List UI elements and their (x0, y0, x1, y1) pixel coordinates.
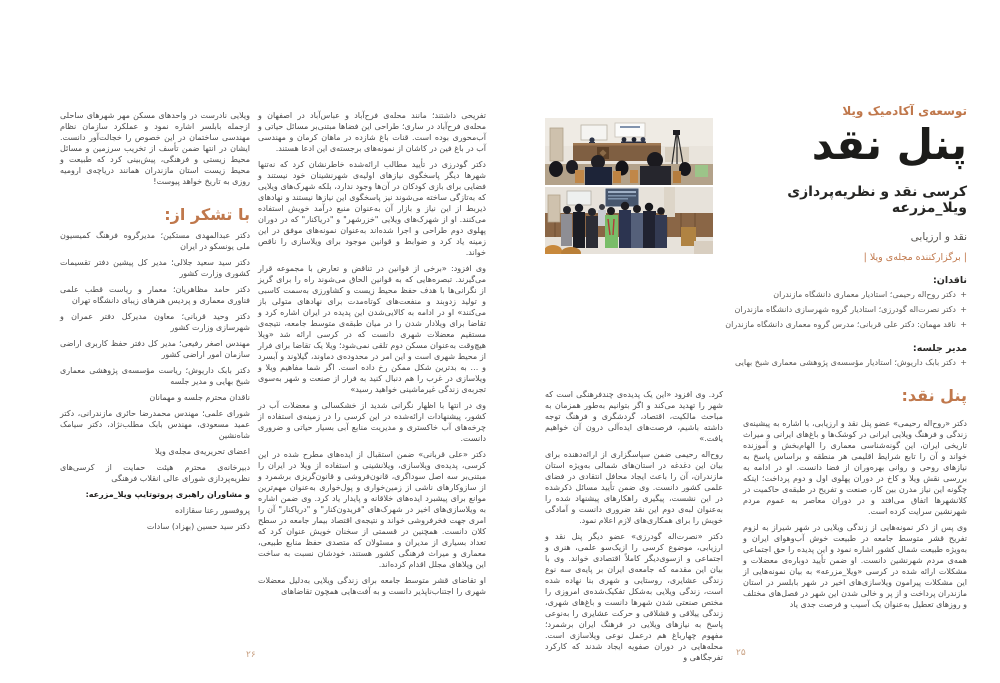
left-page-column-right (258, 110, 486, 602)
article-header (722, 104, 967, 369)
body-paragraph: دکتر «علی قربانی» ضمن استقبال از ایده‌های مطرح شده در این کرسی، پدیده‌ی ویلاسازی، ویلانشینی و استفاده از ویلا در ایران را مبتنی‌بر سه اصل سوداگری، قانون‌فروشی و قانون‌گریزی برشمرد و از سازوکارهای ناشی از زمین‌خواری و پول‌خواری به‌عنوان مهم‌ترین موانع برای پیشبرد ایده‌های خلاقانه و پایدار یاد کرد. وی ضمن اشاره به ویلاسازی‌های اخیر در شهرک‌های "فریدون‌کنار" و "دریاکنار" آن را امری جهت فخرفروشی خواند و نتیجه‌ی اقتصاد بیمار جامعه در سطح کلان دانست. همچنین در قسمتی از سخنان خویش عنوان کرد که تعداد بسیاری از مدیران و مسئولان که متصدی حفظ منابع طبیعی، معماری و میراث فرهنگی کشور هستند، خودشان نسبت به ساخت این ویلاهای مجلل اقدام کرده‌اند. (258, 450, 486, 569)
right-page-column-left (545, 389, 723, 668)
page-number-right: ۲۵ (736, 648, 746, 658)
body-paragraph: کرد. وی افزود «این یک پدیده‌ی چندفرهنگی است که شهر را تهدید می‌کند و اگر بتوانیم به‌طور همزمان به مباحث مالکیت، اقتصاد، گردشگری و فرهنگ توجه داشته باشیم، فرصت‌های ایده‌آلی درون آن خواهیم یافت.» (545, 390, 723, 443)
right-page-column-right (743, 418, 967, 615)
body-paragraph: او تقاضای قشر متوسط جامعه برای زندگی ویلایی به‌دلیل معضلات شهری را اجتناب‌ناپذیر دانست و به آفت‌هایی همچون تقاضاهای (258, 576, 486, 596)
body-paragraph: روح‌اله رحیمی ضمن سپاسگزاری از ارائه‌دهنده برای بیان این دغدغه در استان‌های شمالی به‌ویژه استان مازندران، آن را باعث ایجاد محافل انتقادی در فضای علمی کشور دانست. وی ضمن تأیید مسائل ذکرشده در این نشست، پیگیری راهکارهای پیشنهاد شده را به‌عنوان لبه‌ی دوم این نقد ضروری دانست و آمادگی خویش را برای همکاری‌های لازم اعلام نمود. (545, 450, 723, 525)
thanks-item: شورای علمی؛ مهندس محمدرضا حائری مازندرانی، دکتر عمید مسعودی، مهندس بابک مطلب‌نژاد، دکتر سیامک شاه‌نشین (60, 409, 250, 440)
advisor-name: پروفسور رعنا سقازاده (174, 506, 250, 515)
thanks-item: مهندس اصغر رفیعی؛ مدیر کل دفتر حفظ کاربری اراضی سازمان امور اراضی کشور (60, 339, 250, 359)
article-title: پنل نقد (811, 120, 967, 169)
body-paragraph: وی در انتها با اظهار نگرانی شدید از خشکسالی و معضلات آب در کشور، پیشنهادات ارائه‌شده در این کرسی را در زمینه‌ی استفاده از چرخه‌های آب خاکستری و مدیریت منابع آبی بسیار حیاتی و ضروری دانست. (258, 401, 486, 443)
article-subtitle: کرسی نقد و نظریه‌پردازی ویلا_مزرعه (787, 184, 967, 217)
critic-item: + ناقد مهمان: دکتر علی قربانی؛ مدرس گروه معماری دانشگاه مازندران (722, 319, 967, 331)
thanks-item: ناقدان محترم جلسه و مهمانان (149, 393, 250, 402)
thanks-item: دکتر وحید قربانی؛ معاون مدیرکل دفتر عمران و شهرسازی وزارت کشور (60, 312, 250, 332)
body-paragraph: دکتر گودرزی در تأیید مطالب ارائه‌شده خاطرنشان کرد که نه‌تنها شهرها دیگر پاسخگوی نیازهای اولیه‌ی شهرنشینان خود نیستند و فضایی برای بازی کودکان در آن‌ها وجود ندارد، بلکه شهرک‌های ویلایی که به‌تازگی ساخته می‌شوند نیز پاسخگوی این نیازها نیستند و نهادهای ذیربط از این نیاز و بازار آن به‌عنوان منبع درآمد خویش استفاده می‌کنند. او از شهرک‌های ویلایی "خزرشهر" و "دریاکنار" که در دوران پهلوی دوم طراحی و اجرا شده‌اند به‌عنوان نمونه‌های موفق در این زمینه یاد کرد و ضوابط و قوانین موجود برای ویلاسازی را ناقص خواند. (258, 160, 486, 257)
session-photo-top (545, 118, 713, 185)
advisor-name: دکتر سید حسین (بهزاد) سادات (146, 522, 250, 531)
organizer-line: | برگزارکننده مجله‌ی ویلا | (863, 252, 967, 264)
critic-item: + دکتر نصرت‌اله گودرزی؛ استادیار گروه شهرسازی دانشگاه مازندران (722, 304, 967, 316)
critics-heading: ناقدان: (932, 275, 967, 287)
kicker: توسعه‌ی آکادمیک ویلا (842, 104, 967, 118)
advisors-heading: و مشاوران راهبری پروتوتایپ ویلا_مزرعه: (85, 490, 250, 499)
body-paragraph: وی پس از ذکر نمونه‌هایی از زندگی ویلایی در شهر شیراز به لزوم تفریح قشر متوسط جامعه در طبیعت خوش آب‌وهوای ایران و به‌ویژه طبیعت شمال کشور اشاره نمود و این پدیده را حق اجتماعی همه‌ی مردم شهرنشین دانست. او ضمن تأیید دوباره‌ی معضلات و مشکلات ارائه شده در کرسی «ویلا_مزرعه» به بیان نمونه‌هایی از این مشکلات پیرامون ویلاسازی‌های اخیر در شهر بابلسر در استان مازندران پرداخت و از پر و خالی شدن این شهر در فصل‌های مختلف و روزهای تعطیل به‌عنوان یک آسیب و فرصت جدی یاد (743, 523, 967, 609)
session-photo-bottom (545, 187, 713, 254)
section-heading: پنل نقد: (901, 386, 967, 405)
thanks-item: دکتر حامد مظاهریان؛ معمار و ریاست قطب علمی فناوری معماری و پردیس هنرهای زیبای دانشگاه تهران (60, 285, 250, 305)
moderator-heading: مدیر جلسه: (912, 343, 967, 355)
thanks-item: دکتر عبدالمهدی مستکین؛ مدیرگروه فرهنگ کمیسیون ملی یونسکو در ایران (60, 231, 250, 251)
body-paragraph: دکتر «نصرت‌اله گودرزی» عضو دیگر پنل نقد و ارزیابی، موضوع کرسی را ازیک‌سو علمی، هنری و اجتماعی و ازسوی‌دیگر کاملاً اقتصادی خواند. وی با بیان این مقدمه که جامعه‌ی ایران بر پایه‌ی سه نوع زندگی عشایری، روستایی و شهری بنا نهاده شده است، زندگی ویلایی به‌شکل تفکیک‌شده‌ی امروزی را مختص صنعتی شدن شهرها دانست و باغ‌های شهری، زندگی ییلاقی و قشلاقی و حرکت عشایری را به‌نوعی پاسخ به نیازهای ویلایی در فرهنگ ایران برشمرد؛ مفهوم چهارباغ هم درعمل نوعی ویلاسازی است. محله‌هایی در دوران صفویه ایجاد شدند که کارکرد تفرجگاهی و (545, 532, 723, 662)
left-page-column-left (60, 110, 250, 537)
body-paragraph: وی افزود: «برخی از قوانین در تناقض و تعارض با مجموعه قرار می‌گیرند. تبصره‌هایی که به قوانین الحاق می‌شوند راه را برای گریز از نگرانی‌ها با هدف حفظ محیط زیست و کشاورزی به‌سمت کاسبی و تولید زدوبند و منفعت‌های کوتاه‌مدت برای نهادهای متولی باز می‌کنند» او در ادامه به کالایی‌شدن این پدیده در ایران اشاره کرد و تقاضا برای ویلادار شدن را در میان طبقه‌ی متوسط جامعه، نتیجه‌ی مستقیم معضلات شهری دانست که در کرسی ارائه شد «ویلا هیچ‌وقت به‌عنوان مسکن دوم تلقی نمی‌شود؛ ویلا یک تقاضا برای فرار از محیط شهری است و این امر در محدوده‌ی دماوند، گیلاوند و آبسرد و … به بدترین شکل ممکن رخ داده است. اگر شما مفاهیم ویلا و ویلاسازی در غرب را هم دنبال کنید به فرار از صنعت و شهر به‌سوی تجربه‌ی زندگی غیرماشینی خواهید رسید» (258, 264, 486, 394)
session-photos (545, 118, 713, 256)
thanks-item: دکتر سید سعید جلالی؛ مدیر کل پیشین دفتر تقسیمات کشوری وزارت کشور (60, 258, 250, 278)
page-right (500, 0, 1000, 683)
page-number-left: ۲۶ (246, 650, 256, 660)
article-category: نقد و ارزیابی (910, 231, 967, 244)
moderator-item: + دکتر بابک داریوش؛ استادیار مؤسسه‌ی پژوهشی معماری شیخ بهایی (722, 357, 967, 369)
critic-item: + دکتر روح‌اله رحیمی؛ استادیار معماری دانشگاه مازندران (722, 289, 967, 301)
thanks-item: اعضای تحریریه‌ی مجله‌ی ویلا (155, 447, 250, 456)
body-paragraph: تفریحی داشتند؛ مانند محله‌ی فرح‌آباد و عباس‌آباد در اصفهان و محله‌ی فرح‌آباد در ساری؛ طراحی این فضاها مبتنی‌بر مسائل حیاتی و آب‌محوری بوده است. قنات باغ شازده در ماهان کرمان و مهندسی آب در باغ فین در کاشان از نمونه‌های برجسته‌ی این ادعا هستند. (258, 111, 486, 153)
thanks-item: دبیرخانه‌ی محترم هیئت حمایت از کرسی‌های نظریه‌پردازی شورای عالی انقلاب فرهنگی (60, 463, 250, 483)
thanks-item: دکتر بابک داریوش؛ ریاست مؤسسه‌ی پژوهشی معماری شیخ بهایی و مدیر جلسه (60, 366, 250, 386)
body-paragraph: ویلایی نادرست در واحدهای مسکن مهر شهرهای ساحلی ازجمله بابلسر اشاره نمود و عملکرد سازمان نظام مهندسی ساختمان در این خصوص را خجالت‌آور دانست. ایشان در انتها ضمن تأسف از تخریب سرزمین و مسائل محیط زیستی و فرهنگی، پیش‌بینی کرد که طبیعت و محیط زیست استان مازندران همانند دریاچه‌ی ارومیه روزی به تاریخ خواهد پیوست! (60, 111, 250, 186)
thanks-heading: با تشکر از: (164, 205, 250, 224)
body-paragraph: دکتر «روح‌اله رحیمی» عضو پنل نقد و ارزیابی، با اشاره به پیشینه‌ی زندگی و فرهنگ ویلایی ایرانی در کوشک‌ها و باغ‌های ایرانی و میراث تاریخی ایران، این گونه‌شناسی معماری را الهام‌بخش و آموزنده خواند و آن را تابع شرایط اقلیمی هر منطقه و براساس پاسخ به نیازهای روحی و روانی بهره‌وران از فضا دانست. او در ادامه به بررسی نقش ویلا و کاخ در دوران پهلوی اول و دوم پرداخت؛ اینکه چگونه این نیاز مدرن بین کار، صنعت و تفریح در طبقه‌ی حاکمیت در کلانشهرها اتفاق می‌افتد و در دوران معاصر به عموم مردم شهرنشین سرایت کرده است. (743, 419, 967, 516)
